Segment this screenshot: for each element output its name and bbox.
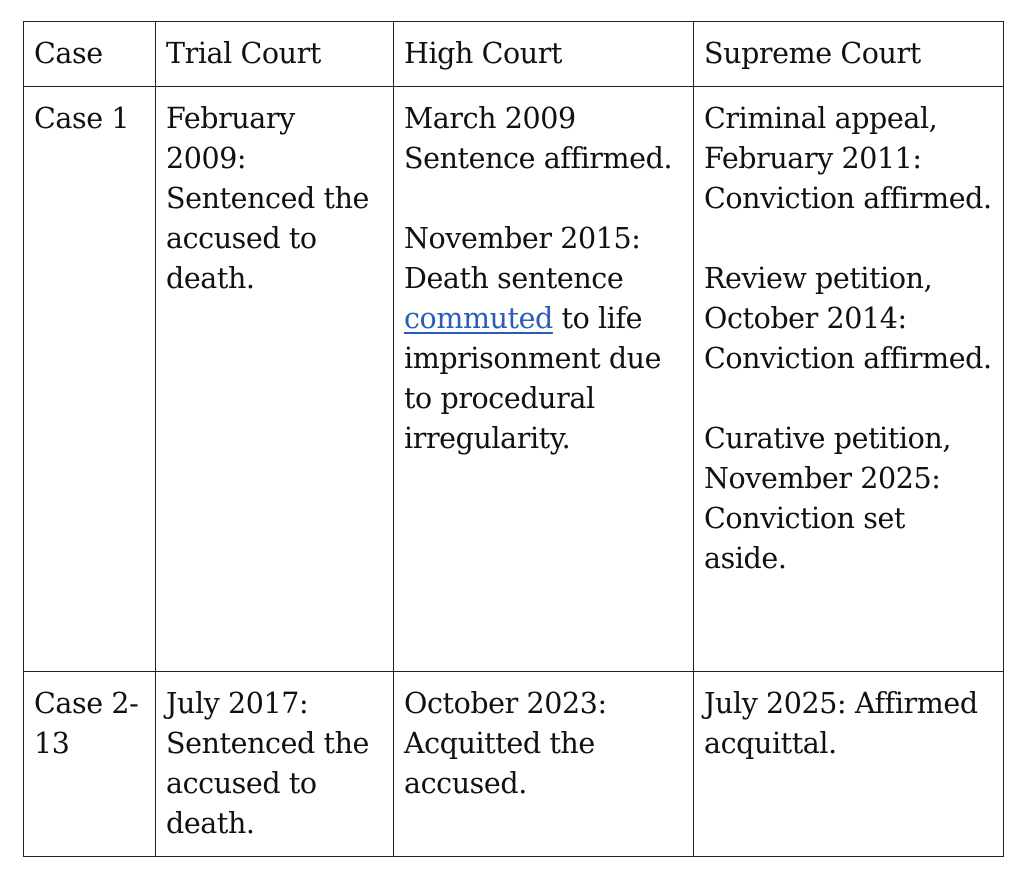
trial-court-cell: February 2009: Sentenced the accused to death.: [156, 87, 394, 672]
high-court-cell: [394, 87, 694, 672]
court-timeline-table: [23, 21, 1004, 857]
header-case: Case: [24, 22, 156, 87]
supreme-court-entry: Criminal appeal, February 2011: Conviction affirmed.: [704, 102, 992, 215]
table-header-row: [24, 22, 1004, 87]
high-court-text: to life imprisonment due to procedural irregularity.: [404, 302, 662, 455]
trial-court-cell: July 2017: Sentenced the accused to death.: [156, 672, 394, 857]
supreme-court-entry: Review petition, October 2014: Conviction affirmed.: [704, 262, 992, 375]
high-court-entry: March 2009 Sentence affirmed.: [404, 102, 673, 175]
high-court-cell: October 2023: Acquitted the accused.: [394, 672, 694, 857]
high-court-entry: [404, 219, 683, 459]
table-row: [24, 672, 1004, 857]
header-high-court: High Court: [394, 22, 694, 87]
case-cell: Case 2-13: [24, 672, 156, 857]
header-supreme-court: Supreme Court: [694, 22, 1004, 87]
supreme-court-cell: July 2025: Affirmed acquittal.: [694, 672, 1004, 857]
high-court-text: November 2015: Death sentence: [404, 222, 641, 295]
case-cell: Case 1: [24, 87, 156, 672]
supreme-court-cell: [694, 87, 1004, 672]
supreme-court-entry: Curative petition, November 2025: Conviction set aside.: [704, 422, 951, 575]
commuted-link[interactable]: commuted: [404, 302, 553, 335]
table-row: [24, 87, 1004, 672]
header-trial-court: Trial Court: [156, 22, 394, 87]
